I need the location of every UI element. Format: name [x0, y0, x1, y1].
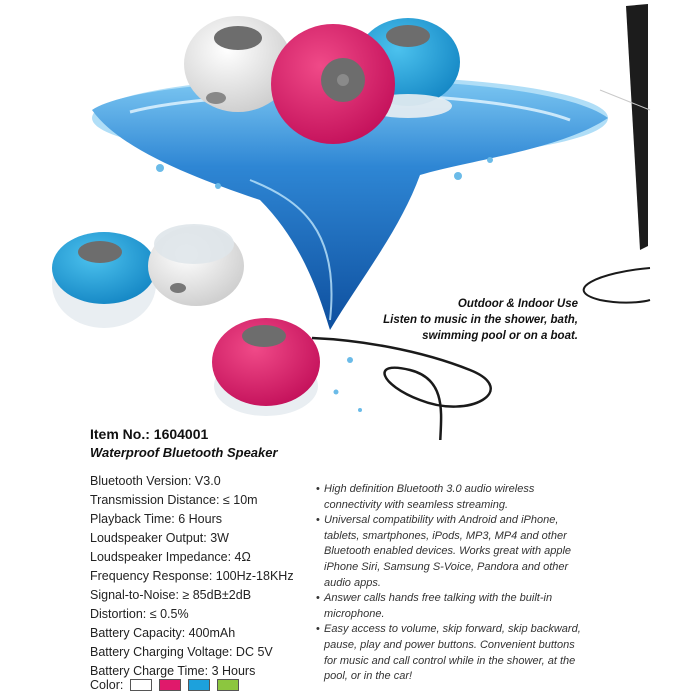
- spec-transmission-distance: Transmission Distance: ≤ 10m: [90, 493, 258, 507]
- speaker-pink-front: [212, 318, 320, 416]
- tagline-line: Listen to music in the shower, bath,: [383, 314, 578, 326]
- tagline-line: swimming pool or on a boat.: [422, 330, 578, 342]
- product-name: Waterproof Bluetooth Speaker: [90, 445, 278, 460]
- spec-battery-capacity: Battery Capacity: 400mAh: [90, 626, 236, 640]
- tagline-heading: Outdoor & Indoor Use: [457, 298, 578, 310]
- spec-list: [90, 472, 320, 681]
- color-swatch-white: [130, 679, 152, 691]
- spec-loudspeaker-impedance: Loudspeaker Impedance: 4Ω: [90, 550, 251, 564]
- color-swatch-green: [217, 679, 239, 691]
- spec-loudspeaker-output: Loudspeaker Output: 3W: [90, 531, 229, 545]
- tagline-block: [318, 296, 578, 344]
- color-label: Color:: [90, 678, 124, 692]
- feature-item: • Easy access to volume, skip forward, skip backward, pause, play and power buttons. Convenient buttons for music and call control while in the shower, at the pool, or in the car!: [316, 622, 586, 684]
- spec-playback-time: Playback Time: 6 Hours: [90, 512, 222, 526]
- spec-battery-charging-voltage: Battery Charging Voltage: DC 5V: [90, 645, 273, 659]
- usb-cable-graphic: [312, 268, 650, 440]
- speaker-clear-left: [148, 224, 244, 306]
- spec-battery-charge-time: Battery Charge Time: 3 Hours: [90, 664, 256, 678]
- feature-item: • High definition Bluetooth 3.0 audio wireless connectivity with seamless streaming.: [316, 482, 586, 513]
- speaker-pink-top: [271, 24, 395, 144]
- feature-list: [316, 482, 586, 685]
- spec-distortion: Distortion: ≤ 0.5%: [90, 607, 189, 621]
- speaker-blue-left: [52, 232, 156, 328]
- color-swatch-blue: [188, 679, 210, 691]
- item-number: Item No.: 1604001: [90, 426, 209, 442]
- color-swatch-pink: [159, 679, 181, 691]
- feature-item: • Universal compatibility with Android and iPhone, tablets, smartphones, iPods, MP3, MP4 and other Bluetooth enabled devices. Works great with apple iPhone Siri, Samsung S-Voice, Pandora and other audio apps.: [316, 513, 586, 591]
- feature-item: • Answer calls hands free talking with the built-in microphone.: [316, 591, 586, 622]
- spec-frequency-response: Frequency Response: 100Hz-18KHz: [90, 569, 294, 583]
- color-options: [90, 677, 239, 693]
- spec-bluetooth-version: Bluetooth Version: V3.0: [90, 474, 221, 488]
- device-edge-graphic: [600, 4, 650, 250]
- spec-signal-to-noise: Signal-to-Noise: ≥ 85dB±2dB: [90, 588, 252, 602]
